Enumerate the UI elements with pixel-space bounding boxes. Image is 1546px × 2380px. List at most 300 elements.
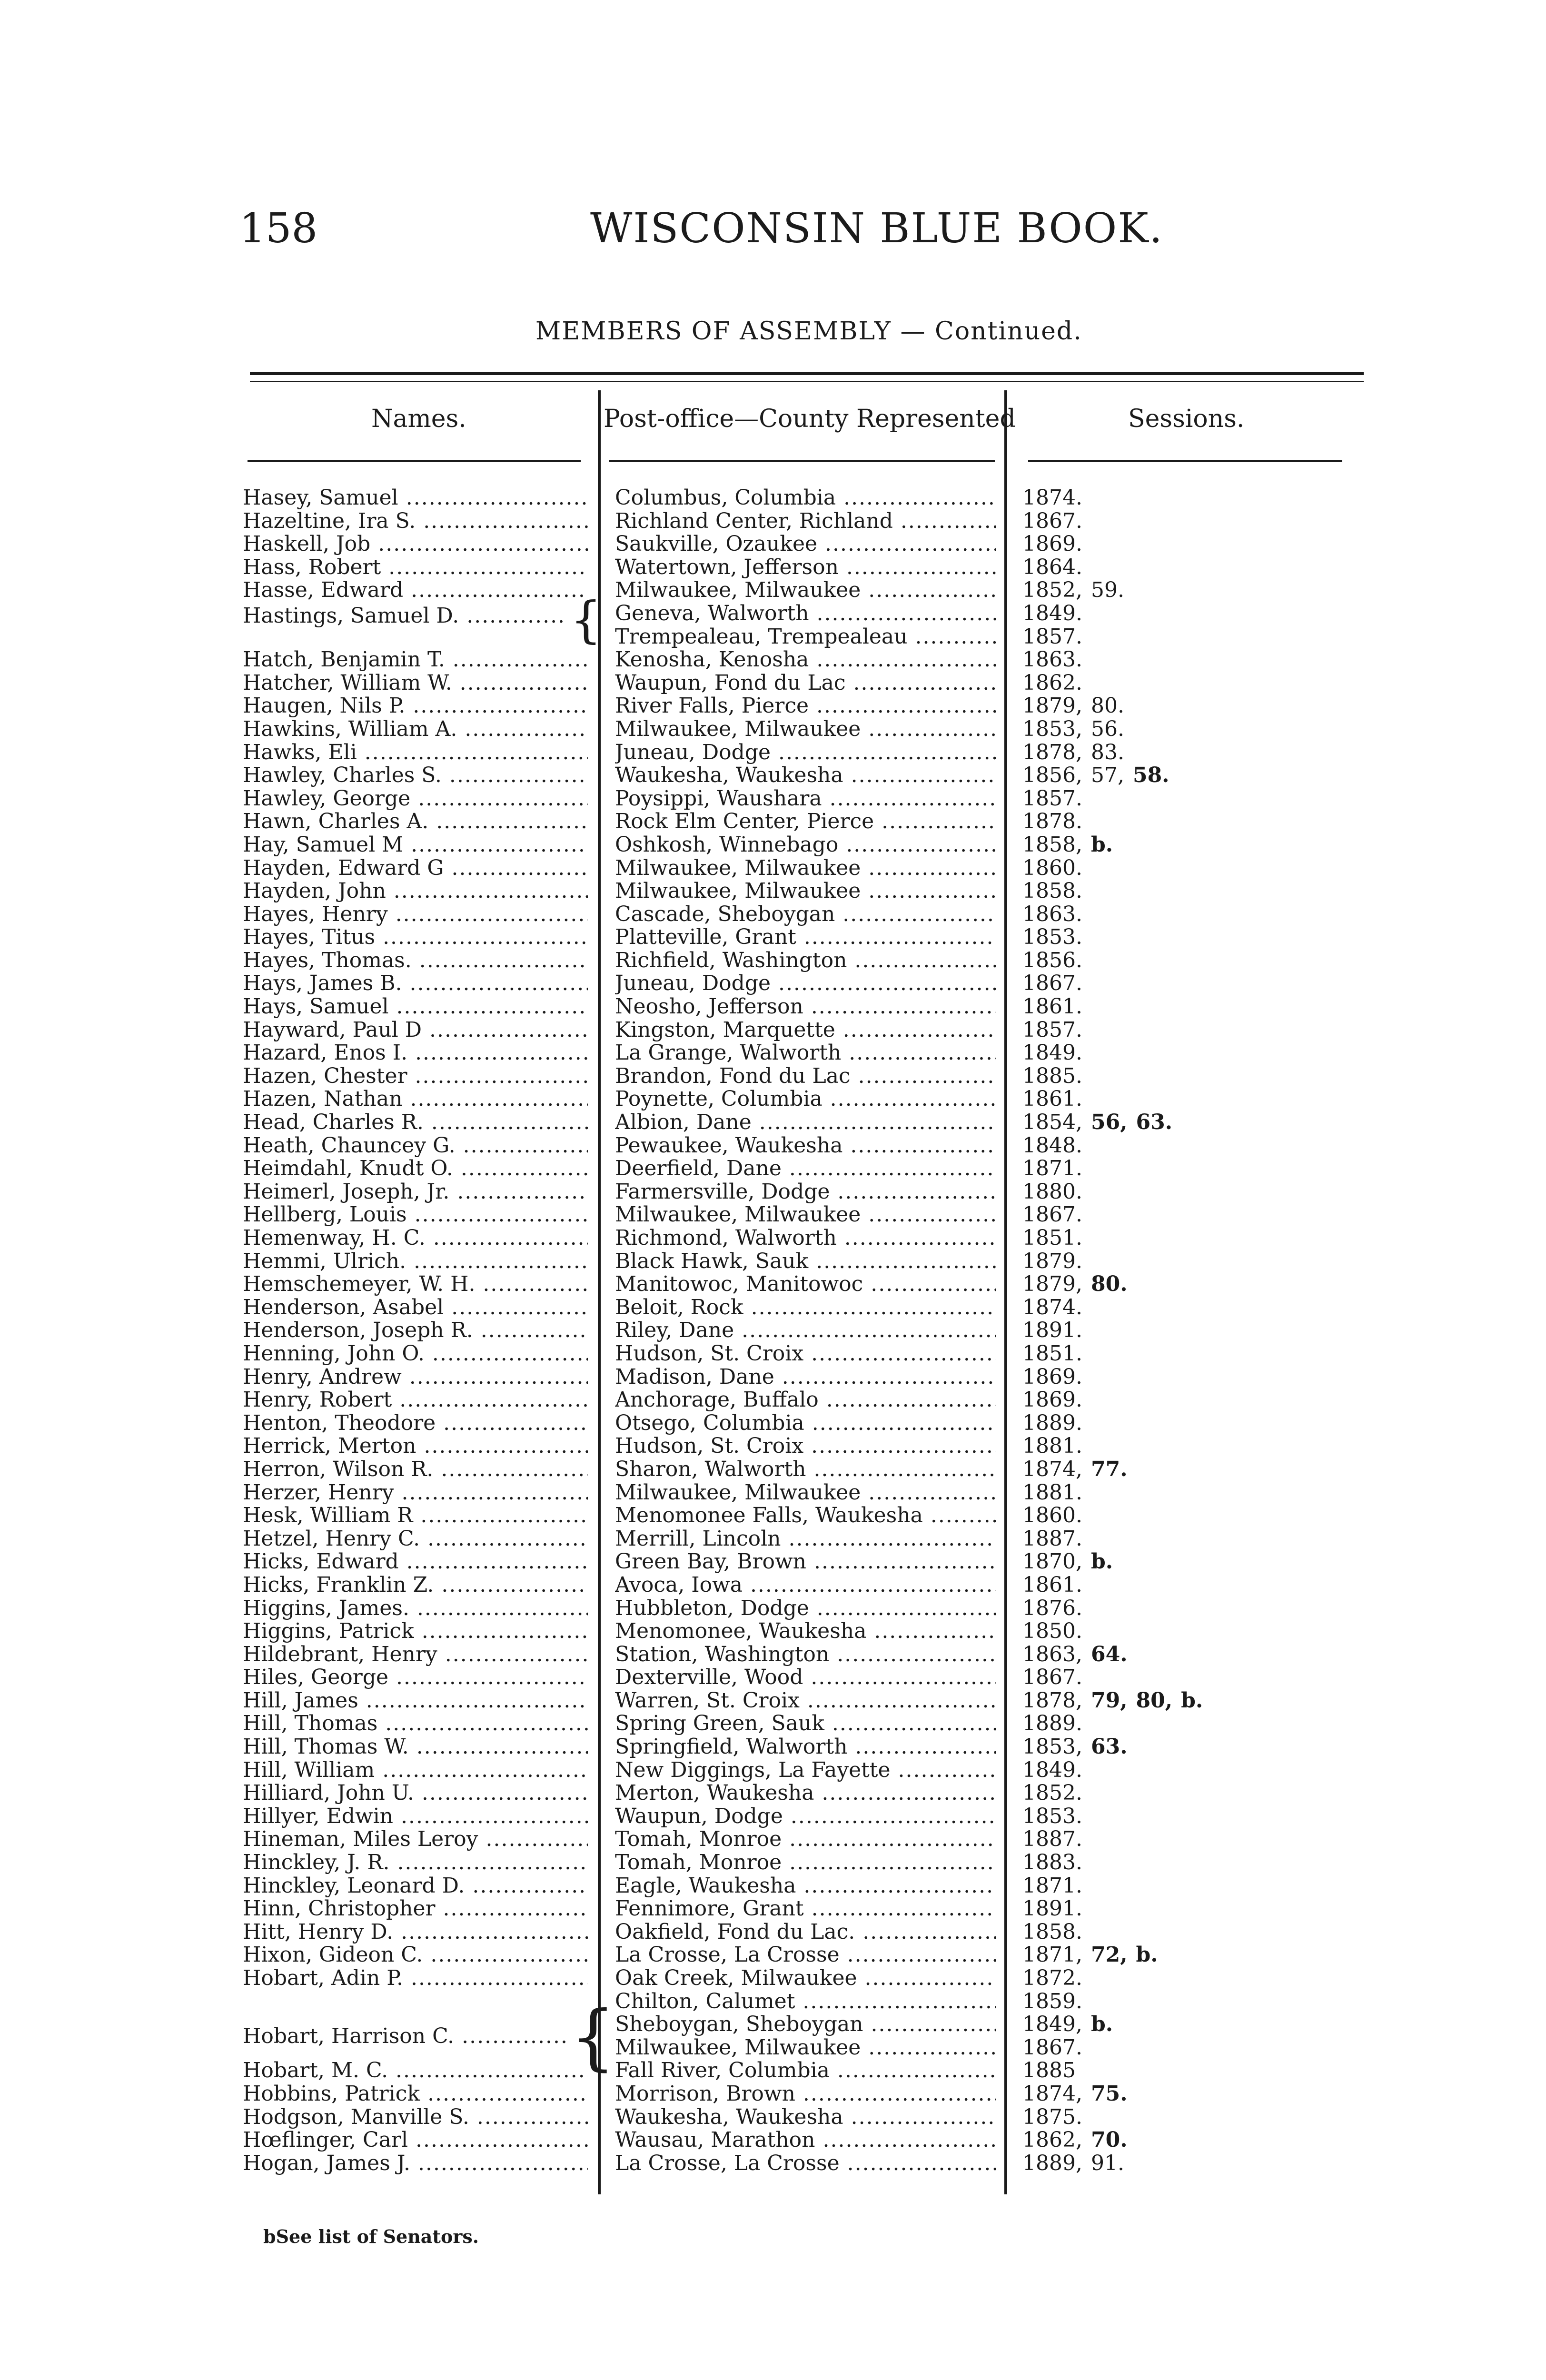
table-row bbox=[0, 1134, 1546, 1158]
sessions bbox=[1022, 1990, 1356, 2013]
member-name: Hinn, Christopher ..... bbox=[243, 1897, 588, 1921]
member-name: Hatch, Benjamin T. ..... bbox=[243, 648, 588, 672]
session-year: 1889, bbox=[1022, 2151, 1082, 2175]
sessions bbox=[1022, 995, 1356, 1019]
session-year: 1860. bbox=[1022, 855, 1082, 880]
session-year: 1857. bbox=[1022, 1017, 1082, 1042]
table-row bbox=[0, 2059, 1546, 2082]
session-year: 1881. bbox=[1022, 1434, 1082, 1458]
column-header-sessions: Sessions. bbox=[1128, 405, 1245, 433]
post-office: Kingston, Marquette ..... bbox=[615, 1019, 996, 1042]
session-year: 1851. bbox=[1022, 1341, 1082, 1366]
member-name: Hayden, John ..... bbox=[243, 880, 588, 903]
table-row bbox=[0, 1065, 1546, 1088]
table-row bbox=[0, 2082, 1546, 2106]
session-year: 1856, bbox=[1022, 763, 1082, 788]
post-office: Springfield, Walworth ..... bbox=[615, 1735, 996, 1759]
post-office: Cascade, Sheboygan ..... bbox=[615, 903, 996, 926]
member-name: Hinckley, Leonard D. ..... bbox=[243, 1874, 588, 1898]
sessions bbox=[1022, 1366, 1356, 1389]
sessions bbox=[1022, 2152, 1356, 2175]
post-office: Columbus, Columbia ..... bbox=[615, 486, 996, 510]
session-year: 1867. bbox=[1022, 971, 1082, 996]
session-year: 91. bbox=[1090, 2151, 1124, 2175]
section-title: MEMBERS OF ASSEMBLY — Continued. bbox=[535, 317, 1082, 346]
table-row bbox=[0, 1412, 1546, 1435]
table-row bbox=[0, 1227, 1546, 1250]
session-year: 1852, bbox=[1022, 578, 1082, 603]
member-name: Hemschemeyer, W. H. ..... bbox=[243, 1273, 588, 1296]
post-office: Richfield, Washington ..... bbox=[615, 949, 996, 972]
post-office: Watertown, Jefferson ..... bbox=[615, 556, 996, 579]
session-year: 1871. bbox=[1022, 1156, 1082, 1181]
post-office: Waupun, Fond du Lac ..... bbox=[615, 672, 996, 695]
sessions bbox=[1022, 972, 1356, 995]
table-row bbox=[0, 625, 1546, 649]
post-office: Albion, Dane ..... bbox=[615, 1111, 996, 1134]
table-row bbox=[0, 1689, 1546, 1713]
session-year: 1848. bbox=[1022, 1133, 1082, 1158]
sessions bbox=[1022, 1735, 1356, 1759]
post-office: Station, Washington ..... bbox=[615, 1643, 996, 1666]
member-name: Hogan, James J. ..... bbox=[243, 2152, 588, 2175]
sessions bbox=[1022, 1944, 1356, 1967]
post-office: Poynette, Columbia ..... bbox=[615, 1088, 996, 1111]
sessions bbox=[1022, 857, 1356, 880]
session-year: 56. bbox=[1090, 716, 1124, 741]
sessions bbox=[1022, 2059, 1356, 2082]
session-year: 72, bbox=[1090, 1943, 1128, 1967]
header-underline-post bbox=[609, 460, 995, 462]
member-name: Henry, Robert ..... bbox=[243, 1388, 588, 1412]
session-year: 1874, bbox=[1022, 1457, 1082, 1481]
bracketed-name-hastings: Hastings, Samuel D. ..... bbox=[243, 605, 566, 628]
post-office: Merton, Waukesha ..... bbox=[615, 1782, 996, 1805]
table-row bbox=[0, 1180, 1546, 1204]
table-row bbox=[0, 1897, 1546, 1921]
post-office: La Grange, Walworth ..... bbox=[615, 1041, 996, 1065]
column-header-names: Names. bbox=[371, 405, 466, 433]
post-office: Milwaukee, Milwaukee ..... bbox=[615, 1481, 996, 1505]
post-office: Black Hawk, Sauk ..... bbox=[615, 1250, 996, 1273]
member-name: Hetzel, Henry C. ..... bbox=[243, 1527, 588, 1551]
session-year: 1876. bbox=[1022, 1596, 1082, 1620]
member-name: Hazen, Chester ..... bbox=[243, 1065, 588, 1088]
sessions bbox=[1022, 1342, 1356, 1366]
post-office: Waupun, Dodge ..... bbox=[615, 1805, 996, 1828]
table-row bbox=[0, 1250, 1546, 1273]
post-office: Juneau, Dodge ..... bbox=[615, 741, 996, 764]
session-year: 1849, bbox=[1022, 2012, 1082, 2037]
sessions bbox=[1022, 1088, 1356, 1111]
table-row bbox=[0, 1319, 1546, 1342]
post-office: Milwaukee, Milwaukee ..... bbox=[615, 857, 996, 880]
post-office: Riley, Dane ..... bbox=[615, 1319, 996, 1342]
member-name: Hazard, Enos I. ..... bbox=[243, 1041, 588, 1065]
session-year: 1854, bbox=[1022, 1110, 1082, 1135]
top-rule-thin bbox=[250, 381, 1364, 382]
session-year: 1867. bbox=[1022, 508, 1082, 533]
session-year: 1872. bbox=[1022, 1966, 1082, 1990]
table-row bbox=[0, 787, 1546, 811]
session-year: 1878, bbox=[1022, 1688, 1082, 1713]
session-year: b. bbox=[1136, 1943, 1158, 1967]
table-row bbox=[0, 2036, 1546, 2060]
table-row bbox=[0, 926, 1546, 949]
post-office: Madison, Dane ..... bbox=[615, 1366, 996, 1389]
sessions bbox=[1022, 602, 1356, 625]
table-row bbox=[0, 1828, 1546, 1851]
member-name: Henderson, Asabel ..... bbox=[243, 1296, 588, 1319]
post-office: Morrison, Brown ..... bbox=[615, 2082, 996, 2106]
table-row bbox=[0, 1388, 1546, 1412]
post-office: Trempealeau, Trempealeau ..... bbox=[615, 625, 996, 649]
post-office: Waukesha, Waukesha ..... bbox=[615, 2106, 996, 2129]
member-name: Hazen, Nathan ..... bbox=[243, 1088, 588, 1111]
sessions bbox=[1022, 1041, 1356, 1065]
post-office: Deerfield, Dane ..... bbox=[615, 1157, 996, 1180]
sessions bbox=[1022, 1620, 1356, 1643]
session-year: 1879. bbox=[1022, 1249, 1082, 1273]
table-row bbox=[0, 694, 1546, 718]
session-year: 57, bbox=[1090, 763, 1124, 788]
session-year: 79, bbox=[1090, 1688, 1128, 1713]
session-year: 1858. bbox=[1022, 1919, 1082, 1944]
session-year: 1864. bbox=[1022, 555, 1082, 579]
session-year: 1879, bbox=[1022, 694, 1082, 718]
member-name: Hodgson, Manville S. ..... bbox=[243, 2106, 588, 2129]
table-row bbox=[0, 1458, 1546, 1481]
session-year: 1853, bbox=[1022, 716, 1082, 741]
post-office: Beloit, Rock ..... bbox=[615, 1296, 996, 1319]
session-year: 1853. bbox=[1022, 1804, 1082, 1828]
sessions bbox=[1022, 1227, 1356, 1250]
sessions bbox=[1022, 579, 1356, 602]
post-office: Menomonee Falls, Waukesha ..... bbox=[615, 1504, 996, 1527]
session-year: 1889. bbox=[1022, 1711, 1082, 1736]
table-row bbox=[0, 556, 1546, 579]
sessions bbox=[1022, 741, 1356, 764]
sessions bbox=[1022, 1643, 1356, 1666]
post-office: Hubbleton, Dodge ..... bbox=[615, 1597, 996, 1620]
session-year: b. bbox=[1090, 1549, 1113, 1574]
table-row bbox=[0, 903, 1546, 926]
session-year: 1891. bbox=[1022, 1318, 1082, 1343]
member-name: Hinckley, J. R. ..... bbox=[243, 1851, 588, 1874]
session-year: 1858, bbox=[1022, 832, 1082, 857]
member-name: Hill, Thomas W. ..... bbox=[243, 1735, 588, 1759]
session-year: 56, bbox=[1090, 1110, 1128, 1135]
table-row bbox=[0, 1481, 1546, 1505]
session-year: b. bbox=[1090, 832, 1113, 857]
member-rows bbox=[0, 486, 1546, 2175]
member-name: Henton, Theodore ..... bbox=[243, 1412, 588, 1435]
table-row bbox=[0, 972, 1546, 995]
table-row bbox=[0, 1504, 1546, 1527]
session-year: 1875. bbox=[1022, 2104, 1082, 2129]
sessions bbox=[1022, 510, 1356, 533]
session-year: 83. bbox=[1090, 740, 1124, 764]
session-year: 1878. bbox=[1022, 809, 1082, 834]
post-office: Avoca, Iowa ..... bbox=[615, 1574, 996, 1597]
table-row bbox=[0, 1944, 1546, 1967]
post-office: La Crosse, La Crosse ..... bbox=[615, 2152, 996, 2175]
session-year: 1883. bbox=[1022, 1850, 1082, 1875]
post-office: Merrill, Lincoln ..... bbox=[615, 1527, 996, 1551]
sessions bbox=[1022, 556, 1356, 579]
member-name: Herrick, Merton ..... bbox=[243, 1435, 588, 1458]
post-office: Platteville, Grant ..... bbox=[615, 926, 996, 949]
sessions bbox=[1022, 1319, 1356, 1342]
post-office: Menomonee, Waukesha ..... bbox=[615, 1620, 996, 1643]
post-office: Richland Center, Richland ..... bbox=[615, 510, 996, 533]
sessions bbox=[1022, 1296, 1356, 1319]
session-year: 1861. bbox=[1022, 1087, 1082, 1111]
session-year: 1891. bbox=[1022, 1896, 1082, 1921]
post-office: Waukesha, Waukesha ..... bbox=[615, 764, 996, 787]
post-office: Brandon, Fond du Lac ..... bbox=[615, 1065, 996, 1088]
session-year: 1885 bbox=[1022, 2058, 1076, 2083]
table-row bbox=[0, 602, 1546, 625]
sessions bbox=[1022, 903, 1356, 926]
member-name: Henderson, Joseph R. ..... bbox=[243, 1319, 588, 1342]
session-year: 1887. bbox=[1022, 1827, 1082, 1852]
session-year: 58. bbox=[1132, 763, 1169, 788]
table-row bbox=[0, 1666, 1546, 1689]
session-year: 63. bbox=[1090, 1735, 1128, 1759]
session-year: 1860. bbox=[1022, 1503, 1082, 1528]
table-row bbox=[0, 1203, 1546, 1227]
member-name: Hixon, Gideon C. ..... bbox=[243, 1944, 588, 1967]
member-name: Heimdahl, Knudt O. ..... bbox=[243, 1157, 588, 1180]
post-office: Oshkosh, Winnebago ..... bbox=[615, 833, 996, 857]
sessions bbox=[1022, 1019, 1356, 1042]
sessions bbox=[1022, 1828, 1356, 1851]
table-row bbox=[0, 1805, 1546, 1828]
table-row bbox=[0, 741, 1546, 764]
session-year: 1856. bbox=[1022, 948, 1082, 972]
sessions bbox=[1022, 1597, 1356, 1620]
sessions bbox=[1022, 486, 1356, 510]
table-row bbox=[0, 949, 1546, 972]
member-name: Hillyer, Edwin ..... bbox=[243, 1805, 588, 1828]
session-year: 1871. bbox=[1022, 1873, 1082, 1898]
table-row bbox=[0, 1851, 1546, 1874]
sessions bbox=[1022, 1805, 1356, 1828]
member-name: Hiles, George ..... bbox=[243, 1666, 588, 1689]
post-office: Spring Green, Sauk ..... bbox=[615, 1712, 996, 1735]
member-name: Henry, Andrew ..... bbox=[243, 1366, 588, 1389]
member-name: Hilliard, John U. ..... bbox=[243, 1782, 588, 1805]
session-year: 1852. bbox=[1022, 1781, 1082, 1805]
session-year: 80. bbox=[1090, 694, 1124, 718]
member-name: Hobart, M. C. ..... bbox=[243, 2059, 588, 2082]
table-row bbox=[0, 1296, 1546, 1319]
post-office: Wausau, Marathon ..... bbox=[615, 2129, 996, 2152]
member-name: Herzer, Henry ..... bbox=[243, 1481, 588, 1505]
sessions bbox=[1022, 1782, 1356, 1805]
member-name: Hill, Thomas ..... bbox=[243, 1712, 588, 1735]
sessions bbox=[1022, 1388, 1356, 1412]
column-header-post-office: Post-office—County Represented bbox=[604, 405, 1016, 433]
session-year: 1857. bbox=[1022, 786, 1082, 811]
session-year: 1863. bbox=[1022, 902, 1082, 926]
table-row bbox=[0, 1157, 1546, 1180]
sessions bbox=[1022, 880, 1356, 903]
sessions bbox=[1022, 1550, 1356, 1574]
post-office: Oakfield, Fond du Lac. ..... bbox=[615, 1921, 996, 1944]
member-name: Herron, Wilson R. ..... bbox=[243, 1458, 588, 1481]
member-name: Hay, Samuel M ..... bbox=[243, 833, 588, 857]
post-office: Rock Elm Center, Pierce ..... bbox=[615, 810, 996, 833]
table-row bbox=[0, 1759, 1546, 1782]
member-name: Hays, James B. ..... bbox=[243, 972, 588, 995]
post-office: Milwaukee, Milwaukee ..... bbox=[615, 1203, 996, 1227]
post-office: Otsego, Columbia ..... bbox=[615, 1412, 996, 1435]
session-year: 1857. bbox=[1022, 624, 1082, 649]
table-row bbox=[0, 1019, 1546, 1042]
member-name: Hobart, Adin P. ..... bbox=[243, 1967, 588, 1990]
table-row bbox=[0, 2152, 1546, 2175]
brace-symbol: { bbox=[570, 1996, 616, 2079]
table-row bbox=[0, 1550, 1546, 1574]
sessions bbox=[1022, 2106, 1356, 2129]
post-office: Geneva, Walworth ..... bbox=[615, 602, 996, 625]
table-row bbox=[0, 1111, 1546, 1134]
sessions bbox=[1022, 787, 1356, 811]
post-office: Tomah, Monroe ..... bbox=[615, 1851, 996, 1874]
member-name: Higgins, Patrick ..... bbox=[243, 1620, 588, 1643]
member-name: Hasey, Samuel ..... bbox=[243, 486, 588, 510]
table-row bbox=[0, 2013, 1546, 2036]
session-year: 1874, bbox=[1022, 2081, 1082, 2106]
sessions bbox=[1022, 648, 1356, 672]
session-year: 1887. bbox=[1022, 1526, 1082, 1551]
header-underline-names bbox=[248, 460, 581, 462]
post-office: Manitowoc, Manitowoc ..... bbox=[615, 1273, 996, 1296]
member-name: Hildebrant, Henry ..... bbox=[243, 1643, 588, 1666]
post-office: Milwaukee, Milwaukee ..... bbox=[615, 2036, 996, 2060]
session-year: 1849. bbox=[1022, 1041, 1082, 1065]
post-office: Dexterville, Wood ..... bbox=[615, 1666, 996, 1689]
session-year: 1880. bbox=[1022, 1179, 1082, 1204]
member-name: Hicks, Edward ..... bbox=[243, 1550, 588, 1574]
post-office: Oak Creek, Milwaukee ..... bbox=[615, 1967, 996, 1990]
table-row bbox=[0, 810, 1546, 833]
sessions bbox=[1022, 1666, 1356, 1689]
session-year: 1851. bbox=[1022, 1226, 1082, 1250]
table-row bbox=[0, 880, 1546, 903]
session-year: 75. bbox=[1090, 2081, 1128, 2106]
footnote: bSee list of Senators. bbox=[263, 2226, 479, 2247]
member-name: Hayes, Henry ..... bbox=[243, 903, 588, 926]
session-year: 64. bbox=[1090, 1642, 1128, 1666]
table-row bbox=[0, 1643, 1546, 1666]
sessions bbox=[1022, 810, 1356, 833]
post-office: Richmond, Walworth ..... bbox=[615, 1227, 996, 1250]
member-name: Hitt, Henry D. ..... bbox=[243, 1921, 588, 1944]
post-office: New Diggings, La Fayette ..... bbox=[615, 1759, 996, 1782]
member-name: Hesk, William R ..... bbox=[243, 1504, 588, 1527]
sessions bbox=[1022, 1851, 1356, 1874]
sessions bbox=[1022, 1435, 1356, 1458]
session-year: 1867. bbox=[1022, 2035, 1082, 2060]
table-row bbox=[0, 1921, 1546, 1944]
sessions bbox=[1022, 1874, 1356, 1898]
sessions bbox=[1022, 949, 1356, 972]
table-row bbox=[0, 579, 1546, 602]
post-office: River Falls, Pierce ..... bbox=[615, 694, 996, 718]
sessions bbox=[1022, 1134, 1356, 1158]
member-name: Hayden, Edward G ..... bbox=[243, 857, 588, 880]
member-name: Hellberg, Louis ..... bbox=[243, 1203, 588, 1227]
member-name: Hays, Samuel ..... bbox=[243, 995, 588, 1019]
sessions bbox=[1022, 1065, 1356, 1088]
post-office: Fall River, Columbia ..... bbox=[615, 2059, 996, 2082]
table-row bbox=[0, 2129, 1546, 2152]
table-row bbox=[0, 1874, 1546, 1898]
session-year: 1885. bbox=[1022, 1063, 1082, 1088]
post-office: Tomah, Monroe ..... bbox=[615, 1828, 996, 1851]
session-year: 1879, bbox=[1022, 1272, 1082, 1297]
bracketed-name-hobart: Hobart, Harrison C. ..... bbox=[243, 2025, 566, 2048]
sessions bbox=[1022, 1504, 1356, 1527]
header-underline-sessions bbox=[1028, 460, 1342, 462]
sessions bbox=[1022, 1458, 1356, 1481]
post-office: Milwaukee, Milwaukee ..... bbox=[615, 880, 996, 903]
sessions bbox=[1022, 1250, 1356, 1273]
session-year: 1874. bbox=[1022, 1295, 1082, 1319]
sessions bbox=[1022, 2082, 1356, 2106]
sessions bbox=[1022, 2013, 1356, 2036]
member-name: Hawks, Eli ..... bbox=[243, 741, 588, 764]
sessions bbox=[1022, 1111, 1356, 1134]
post-office: Saukville, Ozaukee ..... bbox=[615, 533, 996, 556]
sessions bbox=[1022, 1897, 1356, 1921]
sessions bbox=[1022, 2036, 1356, 2060]
post-office: Pewaukee, Waukesha ..... bbox=[615, 1134, 996, 1158]
sessions bbox=[1022, 1759, 1356, 1782]
post-office: Anchorage, Buffalo ..... bbox=[615, 1388, 996, 1412]
member-name: Heath, Chauncey G. ..... bbox=[243, 1134, 588, 1158]
post-office: Milwaukee, Milwaukee ..... bbox=[615, 579, 996, 602]
table-row bbox=[0, 1782, 1546, 1805]
post-office: Milwaukee, Milwaukee ..... bbox=[615, 718, 996, 741]
table-row bbox=[0, 486, 1546, 510]
session-year: b. bbox=[1090, 2012, 1113, 2037]
session-year: 1870, bbox=[1022, 1549, 1082, 1574]
table-row bbox=[0, 1597, 1546, 1620]
session-year: 70. bbox=[1090, 2128, 1128, 2152]
session-year: 1850. bbox=[1022, 1619, 1082, 1644]
post-office: Green Bay, Brown ..... bbox=[615, 1550, 996, 1574]
session-year: 1881. bbox=[1022, 1480, 1082, 1505]
page-number: 158 bbox=[239, 205, 318, 252]
member-name: Haugen, Nils P. ..... bbox=[243, 694, 588, 718]
member-name: Hemmi, Ulrich. ..... bbox=[243, 1250, 588, 1273]
member-name: Hayes, Titus ..... bbox=[243, 926, 588, 949]
sessions bbox=[1022, 1157, 1356, 1180]
post-office: Hudson, St. Croix ..... bbox=[615, 1435, 996, 1458]
session-year: 1859. bbox=[1022, 1989, 1082, 2013]
member-name: Hass, Robert ..... bbox=[243, 556, 588, 579]
session-year: 1867. bbox=[1022, 1665, 1082, 1690]
member-name: Hawkins, William A. ..... bbox=[243, 718, 588, 741]
member-name: Hasse, Edward ..... bbox=[243, 579, 588, 602]
member-name: Hicks, Franklin Z. ..... bbox=[243, 1574, 588, 1597]
sessions bbox=[1022, 1273, 1356, 1296]
top-rule-thick bbox=[250, 372, 1364, 375]
